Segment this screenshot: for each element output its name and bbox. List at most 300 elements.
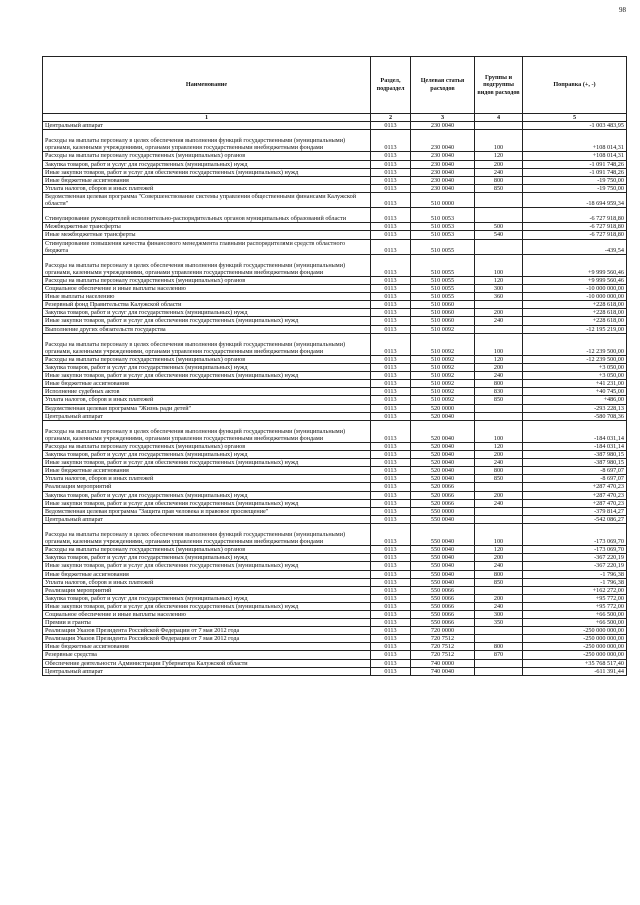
row-section-cell: 0113 — [371, 208, 411, 223]
row-target-cell: 510 0092 — [411, 380, 475, 388]
row-name-cell: Стимулирование руководителей исполнительно-распорядительных органов муниципальных образований области — [43, 208, 371, 223]
row-amount-cell: -10 000 000,00 — [523, 293, 627, 301]
table-row — [43, 317, 627, 325]
row-target-cell: 520 0040 — [411, 451, 475, 459]
row-target-cell: 230 0040 — [411, 130, 475, 152]
header-target-article: Целевая статья расходов — [411, 57, 475, 114]
row-section-cell: 0113 — [371, 254, 411, 276]
row-amount-cell: -10 000 000,00 — [523, 285, 627, 293]
header-section: Раздел, подраздел — [371, 57, 411, 114]
row-name-cell: Иные закупки товаров, работ и услуг для обеспечения государственных (муниципальных) нужд — [43, 459, 371, 467]
table-row — [43, 667, 627, 675]
row-name-cell: Межбюджетные трансферты — [43, 223, 371, 231]
row-target-cell: 550 0066 — [411, 602, 475, 610]
row-type-cell: 540 — [475, 231, 523, 239]
row-section-cell: 0113 — [371, 325, 411, 333]
row-name-cell: Уплата налогов, сборов и иных платежей — [43, 475, 371, 483]
row-amount-cell: -387 980,15 — [523, 451, 627, 459]
row-target-cell: 510 0055 — [411, 254, 475, 276]
row-amount-cell: -6 727 918,80 — [523, 231, 627, 239]
row-section-cell: 0113 — [371, 160, 411, 168]
row-type-cell: 850 — [475, 396, 523, 404]
row-type-cell — [475, 507, 523, 515]
row-name-cell: Расходы на выплаты персоналу в целях обеспечения выполнения функций государственными (муниципальными) органами, казенными учреждениями, органами управления государственными внебюджетными фондами — [43, 420, 371, 442]
row-name-cell: Центральный аппарат — [43, 122, 371, 130]
table-row — [43, 515, 627, 523]
table-row — [43, 231, 627, 239]
row-section-cell: 0113 — [371, 570, 411, 578]
column-number: 5 — [523, 114, 627, 122]
row-name-cell: Уплата налогов, сборов и иных платежей — [43, 184, 371, 192]
column-number-row — [43, 114, 627, 122]
row-name-cell: Расходы на выплаты персоналу государственных (муниципальных) органов — [43, 355, 371, 363]
row-type-cell — [475, 404, 523, 412]
table-row — [43, 507, 627, 515]
row-section-cell: 0113 — [371, 372, 411, 380]
row-type-cell: 240 — [475, 372, 523, 380]
row-name-cell: Ведомственная целевая программа "Совершенствование системы управления общественными финансами Калужской области" — [43, 192, 371, 207]
row-section-cell: 0113 — [371, 231, 411, 239]
row-amount-cell: -19 750,00 — [523, 184, 627, 192]
row-name-cell: Иные закупки товаров, работ и услуг для обеспечения государственных (муниципальных) нужд — [43, 168, 371, 176]
row-type-cell: 120 — [475, 355, 523, 363]
row-target-cell: 550 0040 — [411, 546, 475, 554]
row-type-cell: 200 — [475, 554, 523, 562]
row-type-cell: 200 — [475, 364, 523, 372]
row-type-cell — [475, 412, 523, 420]
row-section-cell: 0113 — [371, 176, 411, 184]
row-name-cell: Иные закупки товаров, работ и услуг для обеспечения государственных (муниципальных) нужд — [43, 317, 371, 325]
row-amount-cell: -173 069,70 — [523, 546, 627, 554]
row-amount-cell: +66 500,00 — [523, 619, 627, 627]
row-type-cell: 800 — [475, 570, 523, 578]
row-section-cell: 0113 — [371, 420, 411, 442]
row-section-cell: 0113 — [371, 499, 411, 507]
row-amount-cell: +228 618,00 — [523, 301, 627, 309]
row-name-cell: Иные закупки товаров, работ и услуг для обеспечения государственных (муниципальных) нужд — [43, 372, 371, 380]
row-target-cell: 520 0040 — [411, 475, 475, 483]
row-type-cell — [475, 635, 523, 643]
row-target-cell: 550 0066 — [411, 594, 475, 602]
table-row — [43, 168, 627, 176]
row-name-cell: Центральный аппарат — [43, 412, 371, 420]
row-section-cell: 0113 — [371, 317, 411, 325]
row-amount-cell: +41 231,00 — [523, 380, 627, 388]
row-type-cell — [475, 122, 523, 130]
row-name-cell: Расходы на выплаты персоналу государственных (муниципальных) органов — [43, 152, 371, 160]
row-amount-cell: -1 003 483,95 — [523, 122, 627, 130]
row-amount-cell: +95 772,00 — [523, 602, 627, 610]
row-amount-cell: +162 272,00 — [523, 586, 627, 594]
row-name-cell: Иные закупки товаров, работ и услуг для обеспечения государственных (муниципальных) нужд — [43, 602, 371, 610]
row-target-cell: 510 0000 — [411, 192, 475, 207]
row-section-cell: 0113 — [371, 627, 411, 635]
table-row — [43, 223, 627, 231]
row-section-cell: 0113 — [371, 467, 411, 475]
row-type-cell — [475, 515, 523, 523]
row-name-cell: Закупка товаров, работ и услуг для государственных (муниципальных) нужд — [43, 554, 371, 562]
row-name-cell: Социальное обеспечение и иные выплаты населению — [43, 610, 371, 618]
row-section-cell: 0113 — [371, 396, 411, 404]
row-name-cell: Центральный аппарат — [43, 515, 371, 523]
row-type-cell — [475, 586, 523, 594]
row-section-cell: 0113 — [371, 523, 411, 545]
row-target-cell: 510 0092 — [411, 396, 475, 404]
row-name-cell: Реализация мероприятий — [43, 483, 371, 491]
row-name-cell: Иные бюджетные ассигнования — [43, 467, 371, 475]
row-target-cell: 550 0066 — [411, 586, 475, 594]
table-row — [43, 333, 627, 355]
row-amount-cell: -6 727 918,80 — [523, 223, 627, 231]
row-type-cell: 240 — [475, 499, 523, 507]
row-section-cell: 0113 — [371, 578, 411, 586]
row-section-cell: 0113 — [371, 491, 411, 499]
row-section-cell: 0113 — [371, 651, 411, 659]
row-type-cell: 500 — [475, 223, 523, 231]
row-type-cell: 800 — [475, 643, 523, 651]
row-name-cell: Реализация мероприятий — [43, 586, 371, 594]
table-row — [43, 404, 627, 412]
row-target-cell: 520 0066 — [411, 499, 475, 507]
table-row — [43, 619, 627, 627]
table-row — [43, 388, 627, 396]
row-type-cell: 830 — [475, 388, 523, 396]
row-target-cell: 720 7512 — [411, 651, 475, 659]
row-type-cell: 240 — [475, 562, 523, 570]
row-target-cell: 510 0055 — [411, 239, 475, 254]
row-section-cell: 0113 — [371, 667, 411, 675]
row-target-cell: 520 0040 — [411, 459, 475, 467]
row-type-cell: 200 — [475, 160, 523, 168]
row-name-cell: Резервный фонд Правительства Калужской области — [43, 301, 371, 309]
table-row — [43, 372, 627, 380]
row-type-cell — [475, 483, 523, 491]
row-amount-cell: -250 000 000,00 — [523, 643, 627, 651]
table-row — [43, 355, 627, 363]
row-amount-cell: +35 768 517,40 — [523, 659, 627, 667]
row-type-cell: 200 — [475, 309, 523, 317]
header-name: Наименование — [43, 57, 371, 114]
row-target-cell: 550 0040 — [411, 570, 475, 578]
table-row — [43, 467, 627, 475]
row-target-cell: 230 0040 — [411, 160, 475, 168]
row-name-cell: Расходы на выплаты персоналу государственных (муниципальных) органов — [43, 277, 371, 285]
row-target-cell: 550 0040 — [411, 554, 475, 562]
row-target-cell: 720 7512 — [411, 635, 475, 643]
row-target-cell: 510 0060 — [411, 317, 475, 325]
row-type-cell — [475, 301, 523, 309]
table-row — [43, 301, 627, 309]
row-name-cell: Расходы на выплаты персоналу в целях обеспечения выполнения функций государственными (муниципальными) органами, казенными учреждениями, органами управления государственными внебюджетными фондами — [43, 130, 371, 152]
row-name-cell: Выполнение других обязательств государства — [43, 325, 371, 333]
row-name-cell: Обеспечение деятельности Администрации Губернатора Калужской области — [43, 659, 371, 667]
row-target-cell: 510 0053 — [411, 208, 475, 223]
row-name-cell: Социальное обеспечение и иные выплаты населению — [43, 285, 371, 293]
row-section-cell: 0113 — [371, 507, 411, 515]
row-target-cell: 230 0040 — [411, 168, 475, 176]
table-row — [43, 420, 627, 442]
row-name-cell: Уплата налогов, сборов и иных платежей — [43, 396, 371, 404]
row-type-cell: 100 — [475, 420, 523, 442]
row-type-cell: 850 — [475, 184, 523, 192]
row-target-cell: 520 0040 — [411, 467, 475, 475]
table-row — [43, 239, 627, 254]
row-type-cell: 240 — [475, 459, 523, 467]
row-type-cell: 800 — [475, 380, 523, 388]
row-name-cell: Расходы на выплаты персоналу в целях обеспечения выполнения функций государственными (муниципальными) органами, казенными учреждениями, органами управления государственными внебюджетными фондами — [43, 523, 371, 545]
row-type-cell: 850 — [475, 578, 523, 586]
row-section-cell: 0113 — [371, 546, 411, 554]
row-amount-cell: -367 220,19 — [523, 554, 627, 562]
row-name-cell: Закупка товаров, работ и услуг для государственных (муниципальных) нужд — [43, 594, 371, 602]
row-section-cell: 0113 — [371, 239, 411, 254]
row-name-cell: Закупка товаров, работ и услуг для государственных (муниципальных) нужд — [43, 364, 371, 372]
row-type-cell: 100 — [475, 333, 523, 355]
table-row — [43, 659, 627, 667]
row-name-cell: Иные выплаты населению — [43, 293, 371, 301]
row-section-cell: 0113 — [371, 380, 411, 388]
row-section-cell: 0113 — [371, 515, 411, 523]
row-amount-cell: +486,00 — [523, 396, 627, 404]
row-section-cell: 0113 — [371, 475, 411, 483]
row-name-cell: Закупка товаров, работ и услуг для государственных (муниципальных) нужд — [43, 491, 371, 499]
row-section-cell: 0113 — [371, 168, 411, 176]
header-amendment: Поправка (+, -) — [523, 57, 627, 114]
row-section-cell: 0113 — [371, 285, 411, 293]
row-target-cell: 510 0092 — [411, 355, 475, 363]
row-target-cell: 230 0040 — [411, 184, 475, 192]
header-expense-type: Группы и подгруппы видов расходов — [475, 57, 523, 114]
row-target-cell: 510 0055 — [411, 293, 475, 301]
row-section-cell: 0113 — [371, 122, 411, 130]
table-row — [43, 499, 627, 507]
row-type-cell: 800 — [475, 176, 523, 184]
table-row — [43, 475, 627, 483]
row-amount-cell: +108 014,31 — [523, 152, 627, 160]
table-row — [43, 152, 627, 160]
table-header-row — [43, 57, 627, 114]
row-type-cell: 240 — [475, 168, 523, 176]
row-amount-cell: -173 069,70 — [523, 523, 627, 545]
table-row — [43, 192, 627, 207]
row-type-cell: 240 — [475, 317, 523, 325]
row-target-cell: 230 0040 — [411, 152, 475, 160]
row-amount-cell: -387 980,15 — [523, 459, 627, 467]
column-number: 1 — [43, 114, 371, 122]
row-section-cell: 0113 — [371, 562, 411, 570]
row-name-cell: Расходы на выплаты персоналу государственных (муниципальных) органов — [43, 546, 371, 554]
row-type-cell — [475, 667, 523, 675]
row-type-cell: 100 — [475, 254, 523, 276]
row-section-cell: 0113 — [371, 184, 411, 192]
row-name-cell: Расходы на выплаты персоналу в целях обеспечения выполнения функций государственными (муниципальными) органами, казенными учреждениями, органами управления государственными внебюджетными фондами — [43, 254, 371, 276]
row-amount-cell: -18 694 959,34 — [523, 192, 627, 207]
row-amount-cell: -580 708,36 — [523, 412, 627, 420]
row-name-cell: Исполнение судебных актов — [43, 388, 371, 396]
row-type-cell: 350 — [475, 619, 523, 627]
row-name-cell: Иные бюджетные ассигнования — [43, 176, 371, 184]
row-target-cell: 740 0040 — [411, 667, 475, 675]
row-name-cell: Резервные средства — [43, 651, 371, 659]
row-amount-cell: +108 014,31 — [523, 130, 627, 152]
row-section-cell: 0113 — [371, 594, 411, 602]
table-row — [43, 412, 627, 420]
row-type-cell: 200 — [475, 594, 523, 602]
table-row — [43, 309, 627, 317]
row-name-cell: Премии и гранты — [43, 619, 371, 627]
row-target-cell: 520 0066 — [411, 483, 475, 491]
table-row — [43, 277, 627, 285]
row-amount-cell: -8 697,07 — [523, 475, 627, 483]
table-row — [43, 285, 627, 293]
row-target-cell: 520 0040 — [411, 420, 475, 442]
table-row — [43, 523, 627, 545]
row-target-cell: 510 0055 — [411, 285, 475, 293]
row-target-cell: 740 0000 — [411, 659, 475, 667]
row-section-cell: 0113 — [371, 192, 411, 207]
row-name-cell: Закупка товаров, работ и услуг для государственных (муниципальных) нужд — [43, 160, 371, 168]
table-row — [43, 122, 627, 130]
page-number: 98 — [619, 6, 626, 14]
column-number: 4 — [475, 114, 523, 122]
row-name-cell: Реализация Указов Президента Российской Федерации от 7 мая 2012 года — [43, 627, 371, 635]
row-section-cell: 0113 — [371, 643, 411, 651]
row-target-cell: 510 0055 — [411, 277, 475, 285]
row-section-cell: 0113 — [371, 309, 411, 317]
row-amount-cell: -250 000 000,00 — [523, 627, 627, 635]
row-name-cell: Стимулирование повышения качества финансового менеджмента главными распорядителями средств областного бюджета — [43, 239, 371, 254]
row-name-cell: Иные бюджетные ассигнования — [43, 570, 371, 578]
table-row — [43, 554, 627, 562]
row-target-cell: 230 0040 — [411, 176, 475, 184]
row-type-cell: 120 — [475, 443, 523, 451]
row-name-cell: Центральный аппарат — [43, 667, 371, 675]
table-row — [43, 562, 627, 570]
row-section-cell: 0113 — [371, 404, 411, 412]
row-section-cell: 0113 — [371, 301, 411, 309]
table-row — [43, 184, 627, 192]
row-section-cell: 0113 — [371, 388, 411, 396]
row-target-cell: 510 0092 — [411, 325, 475, 333]
row-type-cell: 360 — [475, 293, 523, 301]
row-amount-cell: -8 697,07 — [523, 467, 627, 475]
row-amount-cell: -1 796,38 — [523, 578, 627, 586]
table-row — [43, 651, 627, 659]
table-row — [43, 325, 627, 333]
row-target-cell: 550 0040 — [411, 578, 475, 586]
row-target-cell: 510 0053 — [411, 223, 475, 231]
row-target-cell: 520 0066 — [411, 491, 475, 499]
row-section-cell: 0113 — [371, 333, 411, 355]
row-section-cell: 0113 — [371, 586, 411, 594]
row-target-cell: 510 0092 — [411, 372, 475, 380]
row-amount-cell: +66 500,00 — [523, 610, 627, 618]
row-section-cell: 0113 — [371, 355, 411, 363]
row-type-cell — [475, 627, 523, 635]
row-target-cell: 550 0040 — [411, 515, 475, 523]
row-name-cell: Ведомственная целевая программа "Защита прав человека и правовое просвещение" — [43, 507, 371, 515]
table-row — [43, 293, 627, 301]
row-amount-cell: -12 239 500,00 — [523, 333, 627, 355]
row-type-cell: 100 — [475, 523, 523, 545]
table-row — [43, 643, 627, 651]
row-type-cell: 100 — [475, 130, 523, 152]
row-amount-cell: +228 618,00 — [523, 317, 627, 325]
row-section-cell: 0113 — [371, 659, 411, 667]
row-section-cell: 0113 — [371, 152, 411, 160]
row-amount-cell: -1 091 748,26 — [523, 168, 627, 176]
row-section-cell: 0113 — [371, 277, 411, 285]
row-target-cell: 520 0040 — [411, 412, 475, 420]
row-amount-cell: -12 239 500,00 — [523, 355, 627, 363]
row-amount-cell: -542 086,27 — [523, 515, 627, 523]
row-section-cell: 0113 — [371, 610, 411, 618]
row-type-cell: 120 — [475, 277, 523, 285]
table-row — [43, 610, 627, 618]
row-name-cell: Иные бюджетные ассигнования — [43, 380, 371, 388]
row-target-cell: 520 0000 — [411, 404, 475, 412]
row-section-cell: 0113 — [371, 293, 411, 301]
row-target-cell: 510 0092 — [411, 388, 475, 396]
row-section-cell: 0113 — [371, 459, 411, 467]
row-amount-cell: -1 091 748,26 — [523, 160, 627, 168]
table-row — [43, 602, 627, 610]
table-row — [43, 364, 627, 372]
row-type-cell: 120 — [475, 152, 523, 160]
row-section-cell: 0113 — [371, 554, 411, 562]
row-target-cell: 510 0060 — [411, 301, 475, 309]
row-type-cell — [475, 239, 523, 254]
row-section-cell: 0113 — [371, 443, 411, 451]
table-row — [43, 380, 627, 388]
row-name-cell: Расходы на выплаты персоналу государственных (муниципальных) органов — [43, 443, 371, 451]
row-name-cell: Уплата налогов, сборов и иных платежей — [43, 578, 371, 586]
row-name-cell: Иные закупки товаров, работ и услуг для обеспечения государственных (муниципальных) нужд — [43, 562, 371, 570]
row-type-cell: 240 — [475, 602, 523, 610]
row-amount-cell: -19 750,00 — [523, 176, 627, 184]
row-name-cell: Закупка товаров, работ и услуг для государственных (муниципальных) нужд — [43, 451, 371, 459]
table-row — [43, 459, 627, 467]
table-row — [43, 546, 627, 554]
row-target-cell: 550 0000 — [411, 507, 475, 515]
row-type-cell — [475, 208, 523, 223]
row-target-cell: 550 0040 — [411, 562, 475, 570]
row-target-cell: 510 0060 — [411, 309, 475, 317]
row-amount-cell: +95 772,00 — [523, 594, 627, 602]
row-amount-cell: -250 000 000,00 — [523, 651, 627, 659]
row-section-cell: 0113 — [371, 619, 411, 627]
table-row — [43, 491, 627, 499]
row-amount-cell: -12 195 219,00 — [523, 325, 627, 333]
row-name-cell: Иные закупки товаров, работ и услуг для обеспечения государственных (муниципальных) нужд — [43, 499, 371, 507]
row-section-cell: 0113 — [371, 130, 411, 152]
row-amount-cell: -439,54 — [523, 239, 627, 254]
row-type-cell: 870 — [475, 651, 523, 659]
row-amount-cell: -184 031,14 — [523, 443, 627, 451]
table-row — [43, 254, 627, 276]
table-row — [43, 594, 627, 602]
table-row — [43, 570, 627, 578]
row-target-cell: 550 0066 — [411, 610, 475, 618]
row-amount-cell: -250 000 000,00 — [523, 635, 627, 643]
row-amount-cell: -293 228,13 — [523, 404, 627, 412]
row-amount-cell: +3 050,00 — [523, 372, 627, 380]
row-target-cell: 550 0040 — [411, 523, 475, 545]
row-section-cell: 0113 — [371, 412, 411, 420]
row-target-cell: 720 0000 — [411, 627, 475, 635]
row-type-cell: 300 — [475, 610, 523, 618]
table-row — [43, 160, 627, 168]
